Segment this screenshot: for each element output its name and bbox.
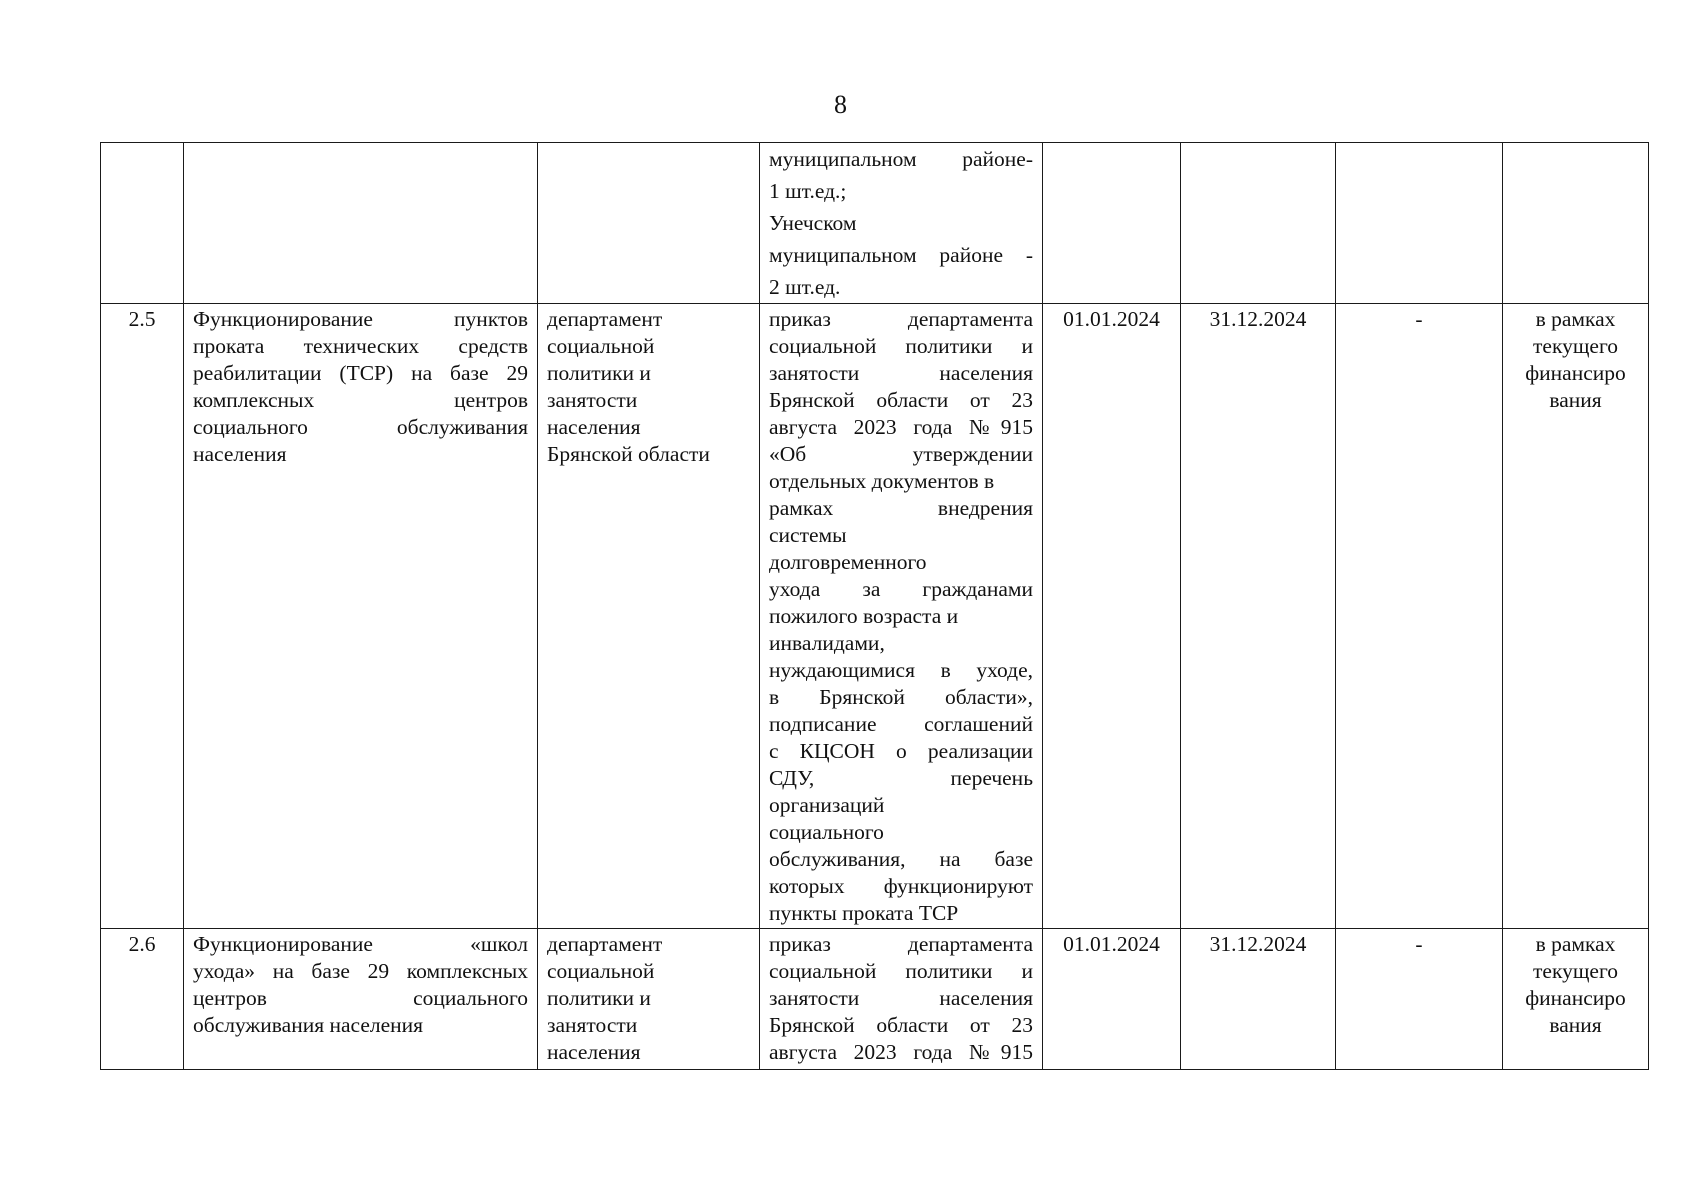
cell-end-date: 31.12.2024 — [1181, 929, 1336, 1070]
name-line: Функционирование «школ — [193, 932, 528, 956]
cell-num — [101, 143, 184, 304]
cell-amount: - — [1336, 929, 1503, 1070]
responsible-line: занятости — [547, 1013, 638, 1037]
name-line: социального обслуживания — [193, 415, 528, 439]
cell-measure-name — [184, 143, 538, 304]
responsible-line: Брянской области — [547, 442, 710, 466]
basis-line: долговременного — [769, 550, 927, 574]
responsible-line: социальной — [547, 334, 655, 358]
cell-basis — [760, 143, 1043, 304]
table-row-continuation — [101, 143, 1649, 304]
financing-line: в рамках — [1535, 932, 1616, 956]
financing-line: текущего — [1533, 334, 1618, 358]
name-line: ухода» на базе 29 комплексных — [193, 959, 528, 983]
basis-line: Брянской области от 23 — [769, 388, 1033, 412]
cell-basis — [760, 929, 1043, 1070]
responsible-line: департамент — [547, 307, 663, 331]
page-number: 8 — [834, 90, 847, 119]
basis-line: муниципальном районе - — [769, 243, 1033, 267]
cell-financing — [1503, 929, 1649, 1070]
basis-line: приказ департамента — [769, 932, 1033, 956]
financing-line: вания — [1549, 388, 1602, 412]
basis-line: пожилого возраста и — [769, 604, 959, 628]
name-line: центров социального — [193, 986, 528, 1010]
basis-line: рамках внедрения — [769, 496, 1033, 520]
cell-amount — [1336, 143, 1503, 304]
basis-line: организаций — [769, 793, 885, 817]
cell-financing — [1503, 143, 1649, 304]
responsible-line: населения — [547, 415, 641, 439]
responsible-line: занятости — [547, 388, 638, 412]
name-line: Функционирование пунктов — [193, 307, 528, 331]
basis-line: 1 шт.ед.; — [769, 179, 847, 203]
basis-line: СДУ, перечень — [769, 766, 1033, 790]
financing-line: текущего — [1533, 959, 1618, 983]
cell-num: 2.6 — [101, 929, 184, 1070]
financing-line: финансиро — [1525, 986, 1626, 1010]
name-line: комплексных центров — [193, 388, 528, 412]
cell-start-date: 01.01.2024 — [1043, 304, 1181, 929]
financing-line: в рамках — [1535, 307, 1616, 331]
cell-responsible — [538, 929, 760, 1070]
responsible-line: населения — [547, 1040, 641, 1064]
financing-line: вания — [1549, 1013, 1602, 1037]
responsible-line: политики и — [547, 361, 651, 385]
cell-start-date: 01.01.2024 — [1043, 929, 1181, 1070]
basis-line: социальной политики и — [769, 334, 1033, 358]
name-line: реабилитации (ТСР) на базе 29 — [193, 361, 528, 385]
cell-financing — [1503, 304, 1649, 929]
basis-line: отдельных документов в — [769, 469, 995, 493]
basis-line: августа 2023 года №915 — [769, 1040, 1033, 1064]
basis-line: Брянской области от 23 — [769, 1013, 1033, 1037]
basis-line: которых функционируют — [769, 874, 1033, 898]
basis-line: подписание соглашений — [769, 712, 1033, 736]
responsible-line: департамент — [547, 932, 663, 956]
cell-basis — [760, 304, 1043, 929]
basis-line: занятости населения — [769, 986, 1033, 1010]
basis-line: системы — [769, 523, 847, 547]
basis-line: с КЦСОН о реализации — [769, 739, 1033, 763]
table-row — [101, 304, 1649, 929]
table-row — [101, 929, 1649, 1070]
basis-line: занятости населения — [769, 361, 1033, 385]
name-line: населения — [193, 442, 287, 466]
basis-line: нуждающимися в уходе, — [769, 658, 1033, 682]
basis-line: в Брянской области», — [769, 685, 1033, 709]
cell-measure-name — [184, 929, 538, 1070]
cell-num: 2.5 — [101, 304, 184, 929]
cell-amount: - — [1336, 304, 1503, 929]
name-line: обслуживания населения — [193, 1013, 424, 1037]
basis-line: «Об утверждении — [769, 442, 1033, 466]
basis-line: социального — [769, 820, 884, 844]
basis-line: августа 2023 года №915 — [769, 415, 1033, 439]
cell-responsible — [538, 143, 760, 304]
cell-end-date: 31.12.2024 — [1181, 304, 1336, 929]
basis-line: приказ департамента — [769, 307, 1033, 331]
basis-line: муниципальном районе- — [769, 147, 1033, 171]
basis-line: Унечском — [769, 211, 857, 235]
basis-line: пункты проката ТСР — [769, 901, 959, 925]
basis-line: ухода за гражданами — [769, 577, 1033, 601]
cell-start-date — [1043, 143, 1181, 304]
basis-line: обслуживания, на базе — [769, 847, 1033, 871]
cell-measure-name — [184, 304, 538, 929]
name-line: проката технических средств — [193, 334, 528, 358]
basis-line: социальной политики и — [769, 959, 1033, 983]
cell-responsible — [538, 304, 760, 929]
basis-line: 2 шт.ед. — [769, 275, 841, 299]
measures-table — [100, 142, 1649, 1070]
financing-line: финансиро — [1525, 361, 1626, 385]
cell-end-date — [1181, 143, 1336, 304]
responsible-line: политики и — [547, 986, 651, 1010]
responsible-line: социальной — [547, 959, 655, 983]
basis-line: инвалидами, — [769, 631, 885, 655]
